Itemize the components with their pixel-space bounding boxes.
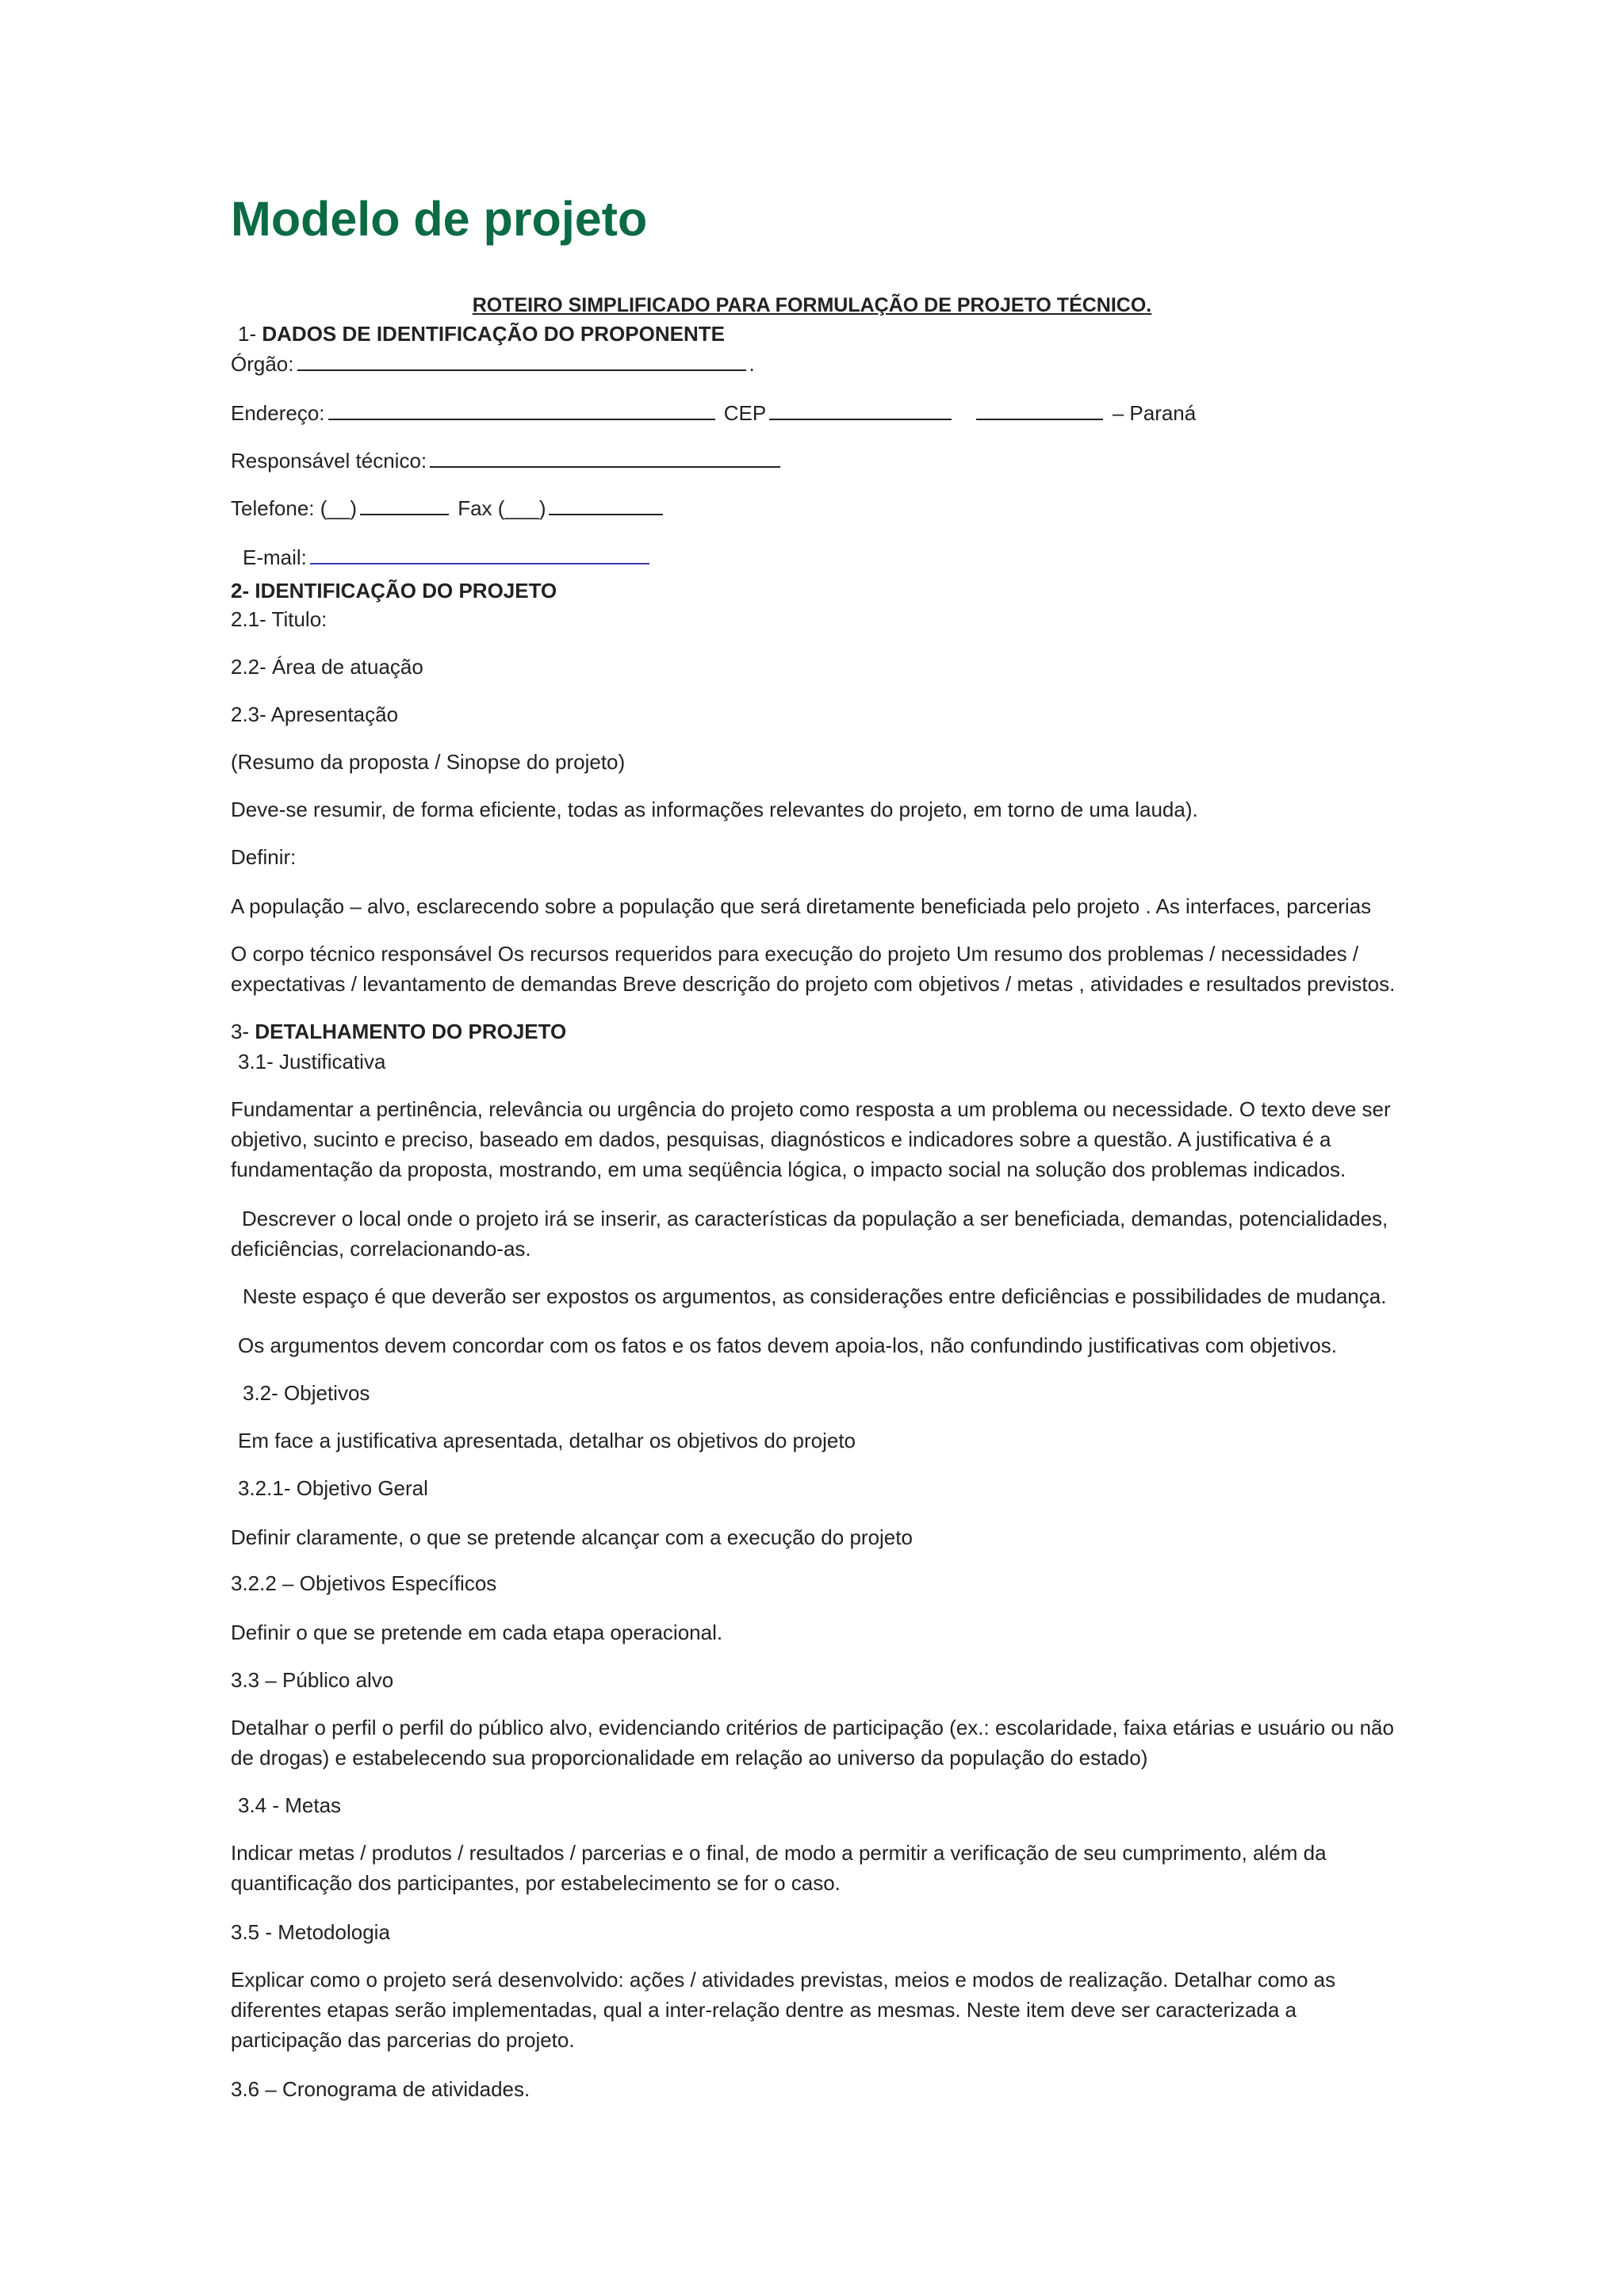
item-3-2: 3.2- Objetivos	[243, 1381, 370, 1405]
justificativa-paragraph-4: Os argumentos devem concordar com os fatos e os fatos devem apoia-los, não confundindo justificativas com objetivos.	[238, 1334, 1337, 1357]
document-subtitle: ROTEIRO SIMPLIFICADO PARA FORMULAÇÃO DE PROJETO TÉCNICO.	[472, 294, 1152, 316]
endereco-field	[231, 398, 1196, 428]
objetivo-geral-text: Definir claramente, o que se pretende alcançar com a execução do projeto	[231, 1525, 913, 1549]
responsavel-blank-line	[430, 447, 780, 468]
item-3-1: 3.1- Justificativa	[238, 1050, 386, 1073]
objetivos-text: Em face a justificativa apresentada, detalhar os objetivos do projeto	[238, 1429, 856, 1452]
deve-se-text: Deve-se resumir, de forma eficiente, todas as informações relevantes do projeto, em torno de uma lauda).	[231, 798, 1198, 821]
definir-text: Definir:	[231, 845, 297, 869]
orgao-label: Órgão:	[231, 352, 294, 376]
publico-alvo-paragraph: Detalhar o perfil o perfil do público alvo, evidenciando critérios de participação (ex.: escolaridade, faixa etárias e usuário ou não de drogas) e estabelecendo sua proporcionalidade em relação ao universo da população do estado)	[231, 1716, 1394, 1770]
item-3-2-2: 3.2.2 – Objetivos Específicos	[231, 1571, 497, 1595]
justificativa-paragraph-3: Neste espaço é que deverão ser expostos os argumentos, as considerações entre deficiências e possibilidades de mudança.	[243, 1284, 1387, 1308]
section-3-title: DETALHAMENTO DO PROJETO	[255, 1020, 567, 1043]
telefone-blank-line	[360, 495, 449, 515]
objetivos-especificos-text: Definir o que se pretende em cada etapa operacional.	[231, 1621, 723, 1644]
item-2-2: 2.2- Área de atuação	[231, 655, 423, 679]
responsavel-field	[231, 446, 783, 476]
cidade-blank-line	[976, 400, 1103, 420]
populacao-text: A população – alvo, esclarecendo sobre a população que será diretamente beneficiada pelo projeto . As interfaces, parcerias	[231, 894, 1372, 918]
metas-paragraph: Indicar metas / produtos / resultados / parcerias e o final, de modo a permitir a verificação de seu cumprimento, além da quantificação dos participantes, por estabelecimento se for o caso.	[231, 1841, 1327, 1895]
telefone-label: Telefone: (__)	[231, 496, 357, 520]
telefone-field	[231, 493, 666, 523]
section-3-heading	[231, 1016, 566, 1047]
item-3-2-1: 3.2.1- Objetivo Geral	[238, 1476, 428, 1500]
item-3-5: 3.5 - Metodologia	[231, 1920, 390, 1944]
email-blank-line	[310, 544, 649, 564]
email-field	[243, 542, 653, 572]
metodologia-paragraph: Explicar como o projeto será desenvolvido: ações / atividades previstas, meios e modos de realização. Detalhar como as diferentes etapas serão implementadas, qual a inter-relação dentre as mesmas. Neste item deve ser caracterizada a participação das parcerias do projeto.	[231, 1968, 1336, 2052]
corpo-tecnico-paragraph: O corpo técnico responsável Os recursos requeridos para execução do projeto Um resumo dos problemas / necessidades / expectativas / levantamento de demandas Breve descrição do projeto com objetivos / metas , atividades e resultados previstos.	[231, 942, 1396, 996]
email-label: E-mail:	[243, 545, 307, 569]
orgao-end: .	[749, 352, 755, 376]
justificativa-paragraph-2: Descrever o local onde o projeto irá se inserir, as características da população a ser beneficiada, demandas, potencialidades, deficiências, correlacionando-as.	[231, 1207, 1388, 1261]
cep-blank-line	[769, 400, 952, 420]
fax-blank-line	[549, 495, 663, 515]
item-3-3: 3.3 – Público alvo	[231, 1668, 394, 1692]
fax-label: Fax (___)	[458, 496, 546, 520]
parana-label: – Paraná	[1112, 401, 1197, 425]
endereco-blank-line	[328, 400, 715, 420]
responsavel-label: Responsável técnico:	[231, 449, 427, 473]
resumo-text: (Resumo da proposta / Sinopse do projeto)	[231, 750, 626, 774]
item-3-6: 3.6 – Cronograma de atividades.	[231, 2077, 530, 2101]
section-3-number: 3-	[231, 1020, 250, 1043]
page-title: Modelo de projeto	[231, 192, 648, 246]
endereco-label: Endereço:	[231, 401, 325, 425]
item-2-1: 2.1- Titulo:	[231, 607, 327, 631]
section-1-heading	[238, 319, 725, 349]
section-1-number: 1-	[238, 322, 257, 346]
item-2-3: 2.3- Apresentação	[231, 702, 399, 726]
item-3-4: 3.4 - Metas	[238, 1793, 342, 1817]
cep-label: CEP	[723, 401, 767, 425]
section-2-heading: 2- IDENTIFICAÇÃO DO PROJETO	[231, 579, 557, 603]
orgao-field	[231, 349, 755, 379]
justificativa-paragraph-1: Fundamentar a pertinência, relevância ou urgência do projeto como resposta a um problema ou necessidade. O texto deve ser objetivo, sucinto e preciso, baseado em dados, pesquisas, diagnósticos e indicadores sobre a questão. A justificativa é a fundamentação da proposta, mostrando, em uma seqüência lógica, o impacto social na solução dos problemas indicados.	[231, 1097, 1391, 1181]
orgao-blank-line	[297, 350, 746, 371]
section-1-title: DADOS DE IDENTIFICAÇÃO DO PROPONENTE	[262, 322, 725, 346]
